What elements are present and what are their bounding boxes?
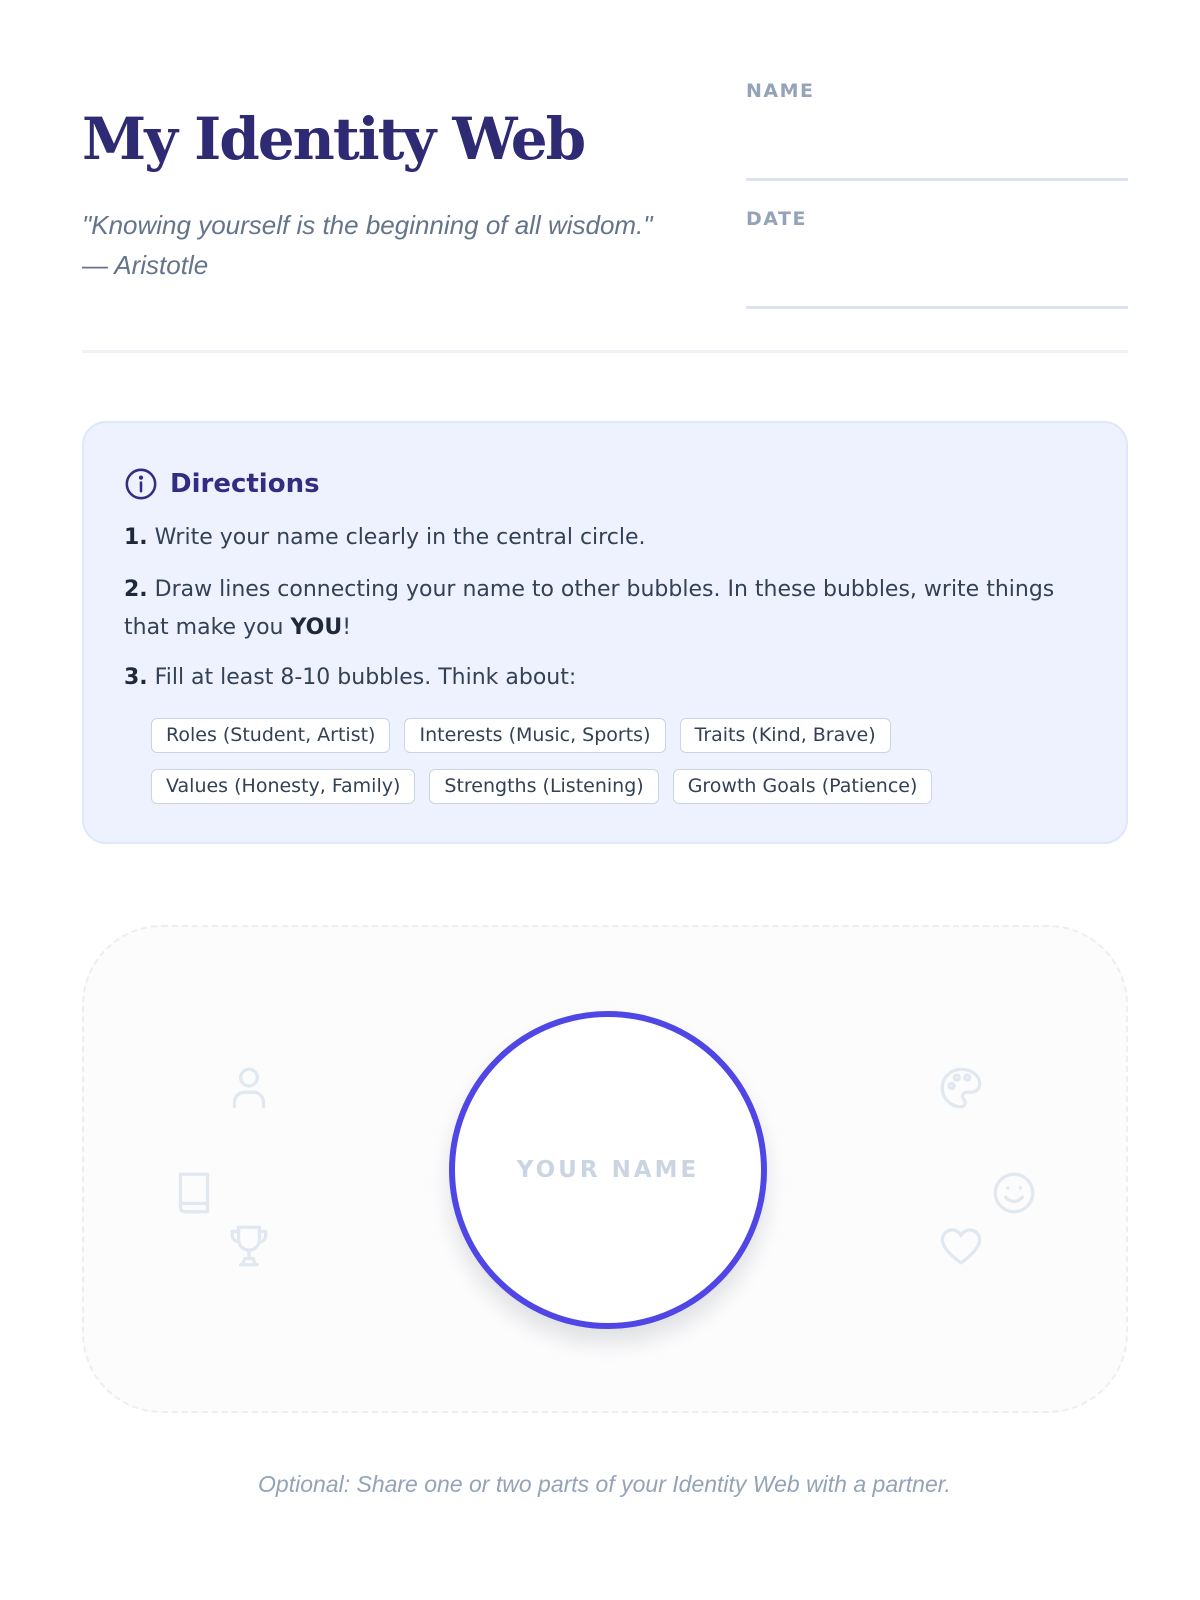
step-number: 2. (124, 577, 148, 602)
name-underline (746, 178, 1128, 181)
info-icon (124, 467, 158, 501)
chip-values: Values (Honesty, Family) (151, 769, 415, 804)
step-3 (124, 659, 1074, 697)
chip-growth-goals: Growth Goals (Patience) (673, 769, 933, 804)
heart-icon (936, 1221, 986, 1271)
header-divider (82, 350, 1128, 353)
quote (82, 205, 732, 285)
directions-title: Directions (170, 469, 320, 499)
step-text: Draw lines connecting your name to other bubbles. In these bubbles, write things that make you (124, 577, 1055, 640)
directions-panel (82, 421, 1128, 844)
name-field[interactable] (746, 134, 1128, 178)
date-field[interactable] (746, 262, 1128, 306)
date-underline (746, 306, 1128, 309)
page-title: My Identity Web (82, 105, 585, 173)
topic-chips (151, 718, 1031, 804)
book-icon (170, 1168, 220, 1218)
step-2 (124, 571, 1074, 647)
footer-note: Optional: Share one or two parts of your Identity Web with a partner. (258, 1471, 951, 1497)
quote-text: "Knowing yourself is the beginning of all wisdom." (82, 210, 653, 240)
central-name-circle[interactable] (449, 1011, 767, 1329)
chip-roles: Roles (Student, Artist) (151, 718, 390, 753)
step-text-end: ! (342, 615, 352, 640)
step-text: Write your name clearly in the central circle. (154, 525, 646, 550)
chip-traits: Traits (Kind, Brave) (680, 718, 891, 753)
chip-interests: Interests (Music, Sports) (404, 718, 665, 753)
palette-icon (936, 1063, 986, 1113)
directions-header (124, 467, 320, 501)
step-number: 1. (124, 525, 148, 550)
chip-strengths: Strengths (Listening) (429, 769, 658, 804)
name-label: NAME (746, 80, 815, 102)
step-emphasis: YOU (290, 615, 343, 640)
quote-author: — Aristotle (82, 250, 209, 280)
identity-web-area[interactable] (82, 925, 1128, 1413)
date-label: DATE (746, 208, 807, 230)
user-icon (224, 1063, 274, 1113)
step-1 (124, 519, 1074, 557)
trophy-icon (224, 1221, 274, 1271)
step-number: 3. (124, 665, 148, 690)
smile-icon (989, 1168, 1039, 1218)
step-text: Fill at least 8-10 bubbles. Think about: (154, 665, 577, 690)
center-name-placeholder: YOUR NAME (516, 1157, 700, 1183)
